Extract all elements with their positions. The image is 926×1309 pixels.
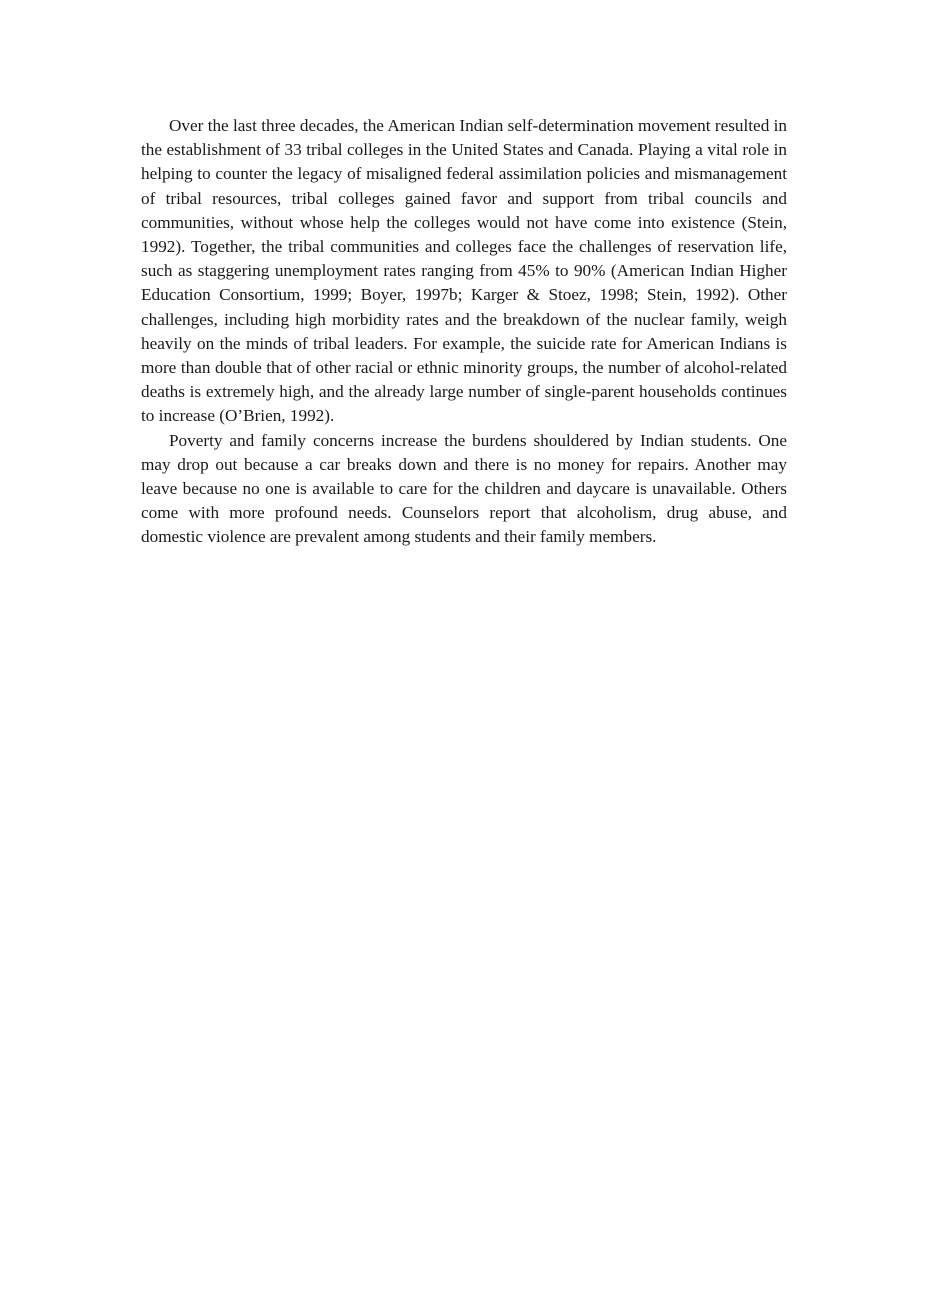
paragraph-2: Poverty and family concerns increase the burdens shouldered by Indian students. One may drop out because a car breaks down and there is no money for repairs. Another may leave because no one is available to care for the children and daycare is unavailable. Others come with more profound needs. Counselors report that alcoholism, drug abuse, and domestic violence are prevalent among students and their family members. — [141, 430, 787, 547]
paragraph-1: Over the last three decades, the American Indian self-determination movement resulted in the establishment of 33 tribal colleges in the United States and Canada. Playing a vital role in helping to counter the legacy of misaligned federal assimilation policies and mismanagement of tribal resources, tribal colleges gained favor and support from tribal councils and communities, without whose help the colleges would not have come into existence (Stein, 1992). Together, the tribal communities and colleges face the challenges of reservation life, such as staggering unemployment rates ranging from 45% to 90% (American Indian Higher Education Consortium, 1999; Boyer, 1997b; Karger & Stoez, 1998; Stein, 1992). Other challenges, including high morbidity rates and the breakdown of the nuclear family, weigh heavily on the minds of tribal leaders. For example, the suicide rate for American Indians is more than double that of other racial or ethnic minority groups, the number of alcohol-related deaths is extremely high, and the already large number of single-parent households continues to increase (O’Brien, 1992). — [141, 116, 787, 426]
body-text — [141, 114, 787, 550]
